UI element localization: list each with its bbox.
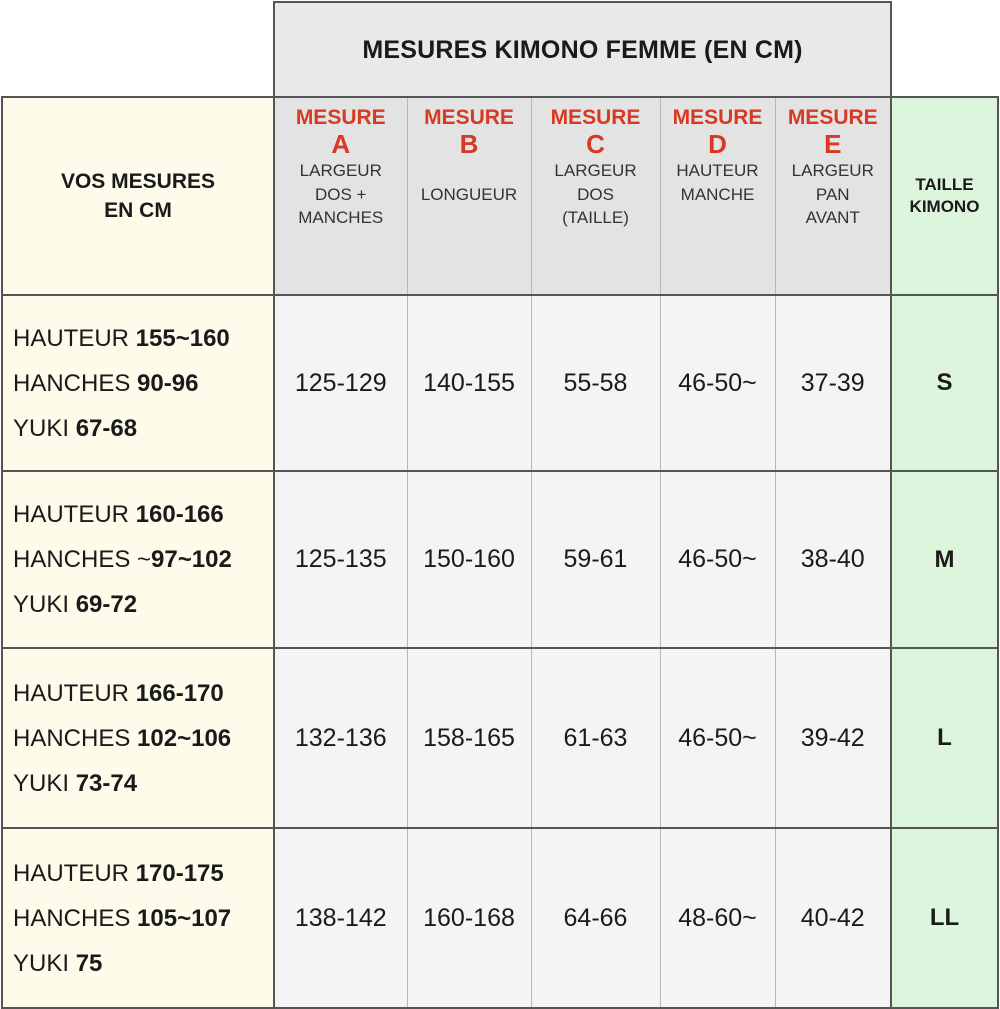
measure-c-value: 59-61	[531, 471, 660, 648]
measure-d-value: 48-60~	[660, 828, 775, 1008]
measure-a-value: 138-142	[274, 828, 407, 1008]
measure-d-header: MESURE D HAUTEUR MANCHE	[660, 97, 775, 295]
measure-b-value: 158-165	[407, 648, 531, 828]
kimono-size: M	[891, 471, 998, 648]
measure-b-value: 150-160	[407, 471, 531, 648]
body-measurements: HAUTEUR 170-175 HANCHES 105~107 YUKI 75	[2, 828, 274, 1008]
measure-d-value: 46-50~	[660, 648, 775, 828]
measure-e-header: MESURE E LARGEUR PAN AVANT	[775, 97, 891, 295]
kimono-size: LL	[891, 828, 998, 1008]
measure-e-value: 37-39	[775, 295, 891, 471]
table-title: MESURES KIMONO FEMME (EN CM)	[273, 1, 892, 97]
measure-e-value: 39-42	[775, 648, 891, 828]
size-chart-table	[1, 96, 999, 1009]
header-row	[2, 97, 998, 295]
measure-e-value: 40-42	[775, 828, 891, 1008]
kimono-size: S	[891, 295, 998, 471]
measure-b-header: MESURE B LONGUEUR	[407, 97, 531, 295]
kimono-size: L	[891, 648, 998, 828]
table-row	[2, 295, 998, 471]
body-measurements: HAUTEUR 160-166 HANCHES ~97~102 YUKI 69-72	[2, 471, 274, 648]
measure-b-value: 160-168	[407, 828, 531, 1008]
measure-a-value: 125-135	[274, 471, 407, 648]
measure-d-value: 46-50~	[660, 295, 775, 471]
body-measurements: HAUTEUR 155~160 HANCHES 90-96 YUKI 67-68	[2, 295, 274, 471]
measure-a-value: 125-129	[274, 295, 407, 471]
table-row	[2, 828, 998, 1008]
measure-a-header: MESURE A LARGEUR DOS + MANCHES	[274, 97, 407, 295]
measure-c-header: MESURE C LARGEUR DOS (TAILLE)	[531, 97, 660, 295]
measure-c-value: 64-66	[531, 828, 660, 1008]
kimono-size-header: TAILLE KIMONO	[891, 97, 998, 295]
table-row	[2, 471, 998, 648]
measure-b-value: 140-155	[407, 295, 531, 471]
measure-c-value: 61-63	[531, 648, 660, 828]
measure-e-value: 38-40	[775, 471, 891, 648]
table-row	[2, 648, 998, 828]
measure-c-value: 55-58	[531, 295, 660, 471]
measure-a-value: 132-136	[274, 648, 407, 828]
measure-d-value: 46-50~	[660, 471, 775, 648]
your-measurements-header: VOS MESURES EN CM	[2, 97, 274, 295]
body-measurements: HAUTEUR 166-170 HANCHES 102~106 YUKI 73-74	[2, 648, 274, 828]
